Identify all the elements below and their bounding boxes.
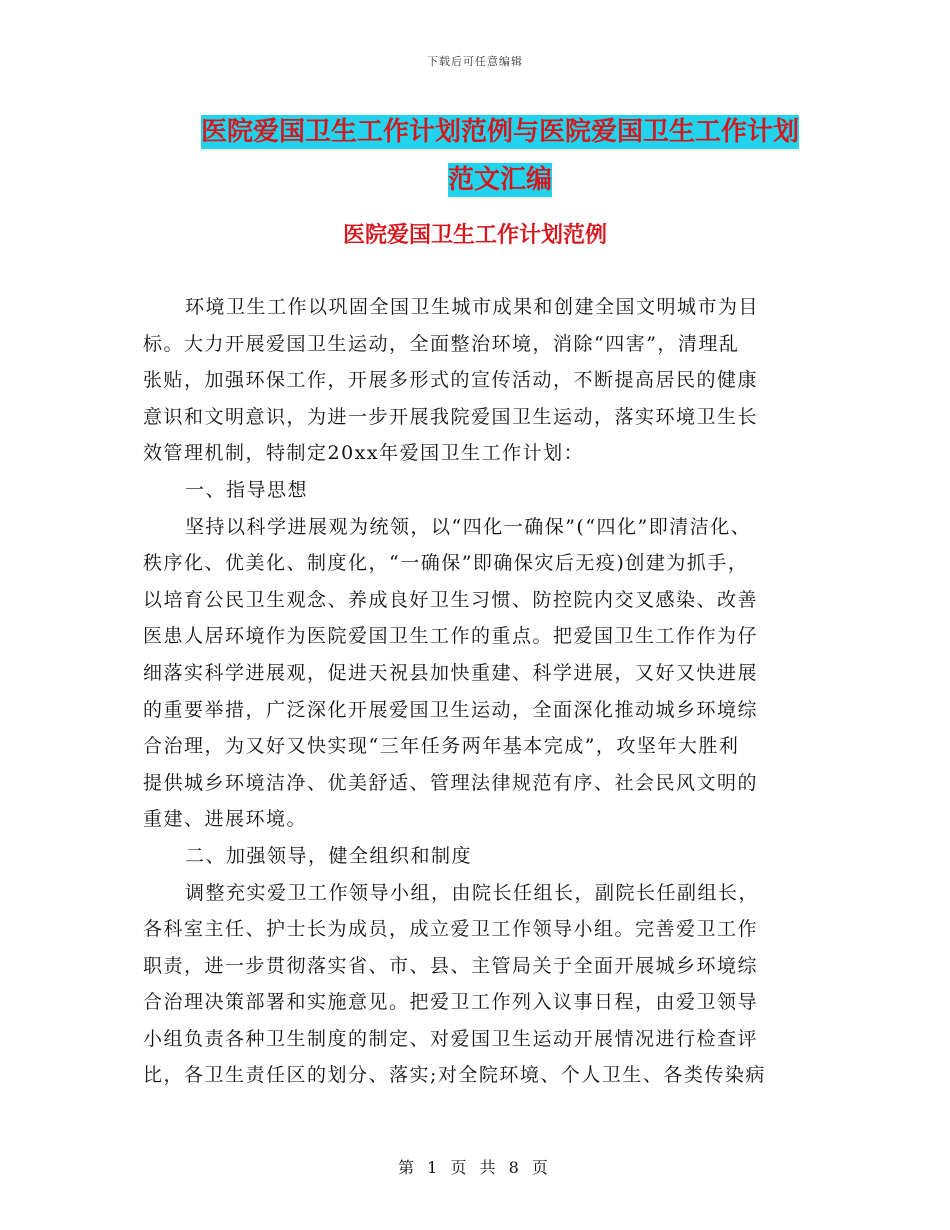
body-line: 各科室主任、护士长为成员，成立爱卫工作领导小组。完善爱卫工作	[143, 918, 759, 941]
body-line: 标。大力开展爱国卫生运动，全面整治环境，消除“四害”，清理乱	[143, 332, 740, 355]
page-number: 第 1 页 共 8 页	[398, 1158, 552, 1177]
heading-leadership: 二、加强领导，健全组织和制度	[185, 844, 473, 867]
body-line: 以培育公民卫生观念、养成良好卫生习惯、防控院内交叉感染、改善	[143, 588, 759, 611]
body-line: 意识和文明意识，为进一步开展我院爱国卫生运动，落实环境卫生长	[143, 405, 759, 428]
body-line: 细落实科学进展观，促进天祝县加快重建、科学进展，又好又快进展	[143, 661, 759, 684]
section-title: 医院爱国卫生工作计划范例	[342, 223, 607, 248]
document-body	[143, 289, 843, 1094]
document-title	[140, 108, 860, 204]
body-line: 合治理，为又好又快实现“三年任务两年基本完成”，攻坚年大胜利	[143, 735, 740, 758]
body-line: 张贴，加强环保工作，开展多形式的宣传活动，不断提高居民的健康	[143, 369, 759, 392]
body-line: 比，各卫生责任区的划分、落实;对全院环境、个人卫生、各类传染病	[143, 1064, 766, 1087]
body-line: 重建、进展环境。	[143, 808, 308, 831]
body-line: 调整充实爱卫工作领导小组，由院长任组长，副院长任副组长，	[185, 881, 760, 904]
body-line: 秩序化、优美化、制度化，“一确保”即确保灾后无疫)创建为抓手，	[143, 552, 749, 575]
heading-guiding-ideology: 一、指导思想	[185, 478, 309, 501]
body-line: 环境卫生工作以巩固全国卫生城市成果和创建全国文明城市为目	[185, 296, 760, 318]
document-title-line-1: 医院爱国卫生工作计划范例与医院爱国卫生工作计划	[200, 117, 799, 147]
body-line: 小组负责各种卫生制度的制定、对爱国卫生运动开展情况进行检查评	[143, 1027, 759, 1050]
body-line: 的重要举措，广泛深化开展爱国卫生运动，全面深化推动城乡环境综	[143, 698, 759, 721]
document-title-line-2: 范文汇编	[447, 165, 552, 195]
header-note: 下载后可任意编辑	[427, 55, 523, 68]
body-line: 效管理机制，特制定20xx年爱国卫生工作计划：	[143, 442, 585, 465]
body-line: 职责，进一步贯彻落实省、市、县、主管局关于全面开展城乡环境综	[143, 954, 759, 977]
body-line: 合治理决策部署和实施意见。把爱卫工作列入议事日程，由爱卫领导	[143, 991, 759, 1014]
body-line: 坚持以科学进展观为统领，以“四化一确保”(“四化”即清洁化、	[185, 515, 752, 538]
body-line: 提供城乡环境洁净、优美舒适、管理法律规范有序、社会民风文明的	[143, 771, 759, 794]
body-line: 医患人居环境作为医院爱国卫生工作的重点。把爱国卫生工作作为仔	[143, 625, 759, 648]
